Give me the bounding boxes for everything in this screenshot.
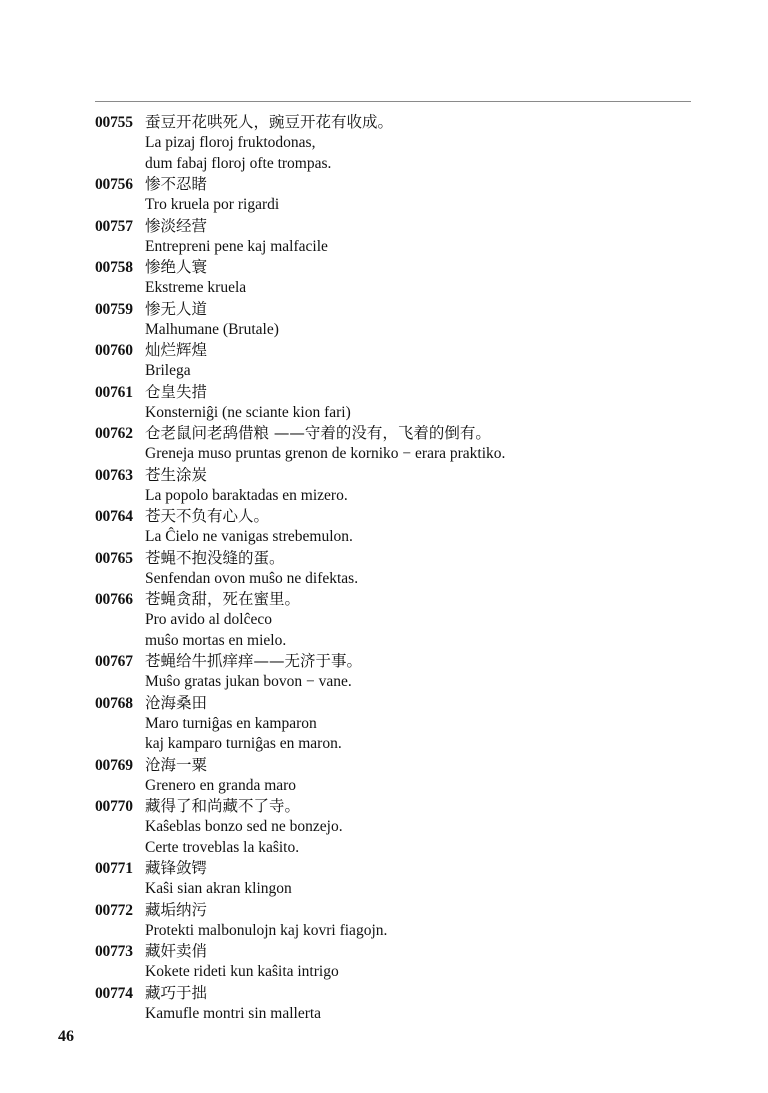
chinese-proverb: 藏巧于拙	[145, 983, 208, 1002]
chinese-proverb: 藏垢纳污	[145, 900, 208, 919]
entry-heading	[95, 506, 695, 527]
chinese-proverb: 蚕豆开花哄死人，豌豆开花有收成。	[145, 113, 394, 131]
esperanto-translation: Malhumane (Brutale)	[145, 320, 279, 338]
proverb-entry	[95, 506, 695, 548]
entry-heading	[95, 589, 695, 610]
esperanto-translation: Kaŝi sian akran klingon	[145, 880, 292, 897]
entry-heading	[95, 941, 695, 962]
esperanto-translation: Ekstreme kruela	[145, 279, 247, 296]
entry-number: 00760	[95, 342, 133, 359]
esperanto-translation: Konsterniĝi (ne sciante kion fari)	[145, 403, 351, 421]
proverb-entry	[95, 112, 695, 174]
entry-heading	[95, 299, 695, 320]
entry-heading	[95, 983, 695, 1004]
entry-heading	[95, 755, 695, 776]
entry-number: 00771	[95, 860, 133, 877]
entry-heading	[95, 112, 695, 133]
esperanto-translation: Kamufle montri sin mallerta	[145, 1004, 322, 1022]
esperanto-translation: Kokete rideti kun kaŝita intrigo	[145, 963, 339, 980]
chinese-proverb: 惨无人道	[145, 299, 208, 318]
proverb-entry	[95, 983, 695, 1025]
entry-heading	[95, 548, 695, 569]
esperanto-translation: La popolo baraktadas en mizero.	[145, 486, 348, 504]
chinese-proverb: 惨绝人寰	[145, 258, 208, 276]
chinese-proverb: 仓老鼠问老鸹借粮 ——守着的没有，飞着的倒有。	[145, 424, 491, 442]
entry-number: 00763	[95, 466, 133, 484]
entry-heading	[95, 257, 695, 278]
entry-number: 00762	[95, 425, 133, 442]
proverb-entry	[95, 796, 695, 858]
entry-heading	[95, 900, 695, 921]
esperanto-translation: La Ĉielo ne vanigas strebemulon.	[145, 528, 353, 545]
esperanto-translation: Senfendan ovon muŝo ne difektas.	[145, 569, 359, 587]
entry-number: 00757	[95, 217, 133, 235]
entry-number: 00764	[95, 508, 133, 525]
esperanto-translation: muŝo mortas en mielo.	[145, 631, 287, 649]
entry-number: 00767	[95, 653, 133, 670]
entry-number: 00768	[95, 694, 133, 712]
entry-number: 00773	[95, 943, 133, 960]
chinese-proverb: 惨不忍睹	[145, 175, 208, 193]
esperanto-translation: Grenero en granda maro	[145, 776, 297, 794]
entry-number: 00761	[95, 383, 133, 401]
entry-number: 00756	[95, 176, 133, 193]
chinese-proverb: 苍蝇给牛抓痒痒——无济于事。	[145, 652, 363, 670]
esperanto-translation: dum fabaj floroj ofte trompas.	[145, 154, 332, 172]
chinese-proverb: 灿烂辉煌	[145, 341, 208, 359]
proverb-entry	[95, 755, 695, 797]
chinese-proverb: 藏奸卖俏	[145, 942, 208, 960]
esperanto-translation: kaj kamparo turniĝas en maron.	[145, 735, 342, 752]
esperanto-translation: Kaŝeblas bonzo sed ne bonzejo.	[145, 818, 343, 835]
entry-heading	[95, 382, 695, 403]
entry-number: 00765	[95, 549, 133, 567]
entry-heading	[95, 465, 695, 486]
proverb-entry	[95, 465, 695, 507]
esperanto-translation: Entrepreni pene kaj malfacile	[145, 237, 328, 255]
entry-heading	[95, 858, 695, 879]
proverb-entry	[95, 548, 695, 590]
entry-number: 00774	[95, 984, 133, 1002]
proverb-entry	[95, 340, 695, 382]
entry-list	[95, 112, 695, 1024]
esperanto-translation: Protekti malbonulojn kaj kovri fiagojn.	[145, 921, 388, 939]
proverb-entry	[95, 900, 695, 942]
entry-heading	[95, 174, 695, 195]
entry-number: 00766	[95, 591, 133, 608]
chinese-proverb: 沧海一粟	[145, 755, 208, 774]
entry-number: 00755	[95, 114, 133, 131]
esperanto-translation: Greneja muso pruntas grenon de korniko − erara praktiko.	[145, 445, 506, 462]
chinese-proverb: 苍生涂炭	[145, 465, 208, 484]
entry-heading	[95, 216, 695, 237]
entry-number: 00759	[95, 300, 133, 318]
entry-heading	[95, 651, 695, 672]
chinese-proverb: 苍蝇不抱没缝的蛋。	[145, 548, 285, 567]
chinese-proverb: 仓皇失措	[145, 382, 208, 401]
proverb-entry	[95, 216, 695, 258]
header-rule	[95, 101, 691, 102]
entry-number: 00758	[95, 259, 133, 276]
esperanto-translation: La pizaj floroj fruktodonas,	[145, 134, 316, 151]
entry-number: 00772	[95, 901, 133, 919]
proverb-entry	[95, 941, 695, 983]
page-number: 46	[58, 1028, 74, 1045]
esperanto-translation: Muŝo gratas jukan bovon − vane.	[145, 673, 352, 690]
esperanto-translation: Certe troveblas la kaŝito.	[145, 838, 300, 856]
esperanto-translation: Tro kruela por rigardi	[145, 196, 280, 213]
esperanto-translation: Maro turniĝas en kamparon	[145, 714, 317, 732]
proverb-entry	[95, 858, 695, 900]
esperanto-translation: Pro avido al dolĉeco	[145, 611, 272, 628]
proverb-entry	[95, 651, 695, 693]
entry-number: 00769	[95, 756, 133, 774]
chinese-proverb: 苍蝇贪甜，死在蜜里。	[145, 590, 301, 608]
proverb-entry	[95, 257, 695, 299]
proverb-entry	[95, 299, 695, 341]
entry-heading	[95, 340, 695, 361]
entry-number: 00770	[95, 798, 133, 815]
proverb-entry	[95, 382, 695, 424]
esperanto-translation: Brilega	[145, 362, 191, 379]
entry-heading	[95, 423, 695, 444]
entry-heading	[95, 796, 695, 817]
proverb-entry	[95, 174, 695, 216]
chinese-proverb: 惨淡经营	[145, 216, 208, 235]
proverb-entry	[95, 589, 695, 651]
proverb-entry	[95, 423, 695, 465]
proverb-entry	[95, 693, 695, 755]
chinese-proverb: 藏锋敛锷	[145, 859, 208, 877]
entry-heading	[95, 693, 695, 714]
chinese-proverb: 藏得了和尚藏不了寺。	[145, 797, 301, 815]
chinese-proverb: 苍天不负有心人。	[145, 507, 270, 525]
chinese-proverb: 沧海桑田	[145, 693, 208, 712]
